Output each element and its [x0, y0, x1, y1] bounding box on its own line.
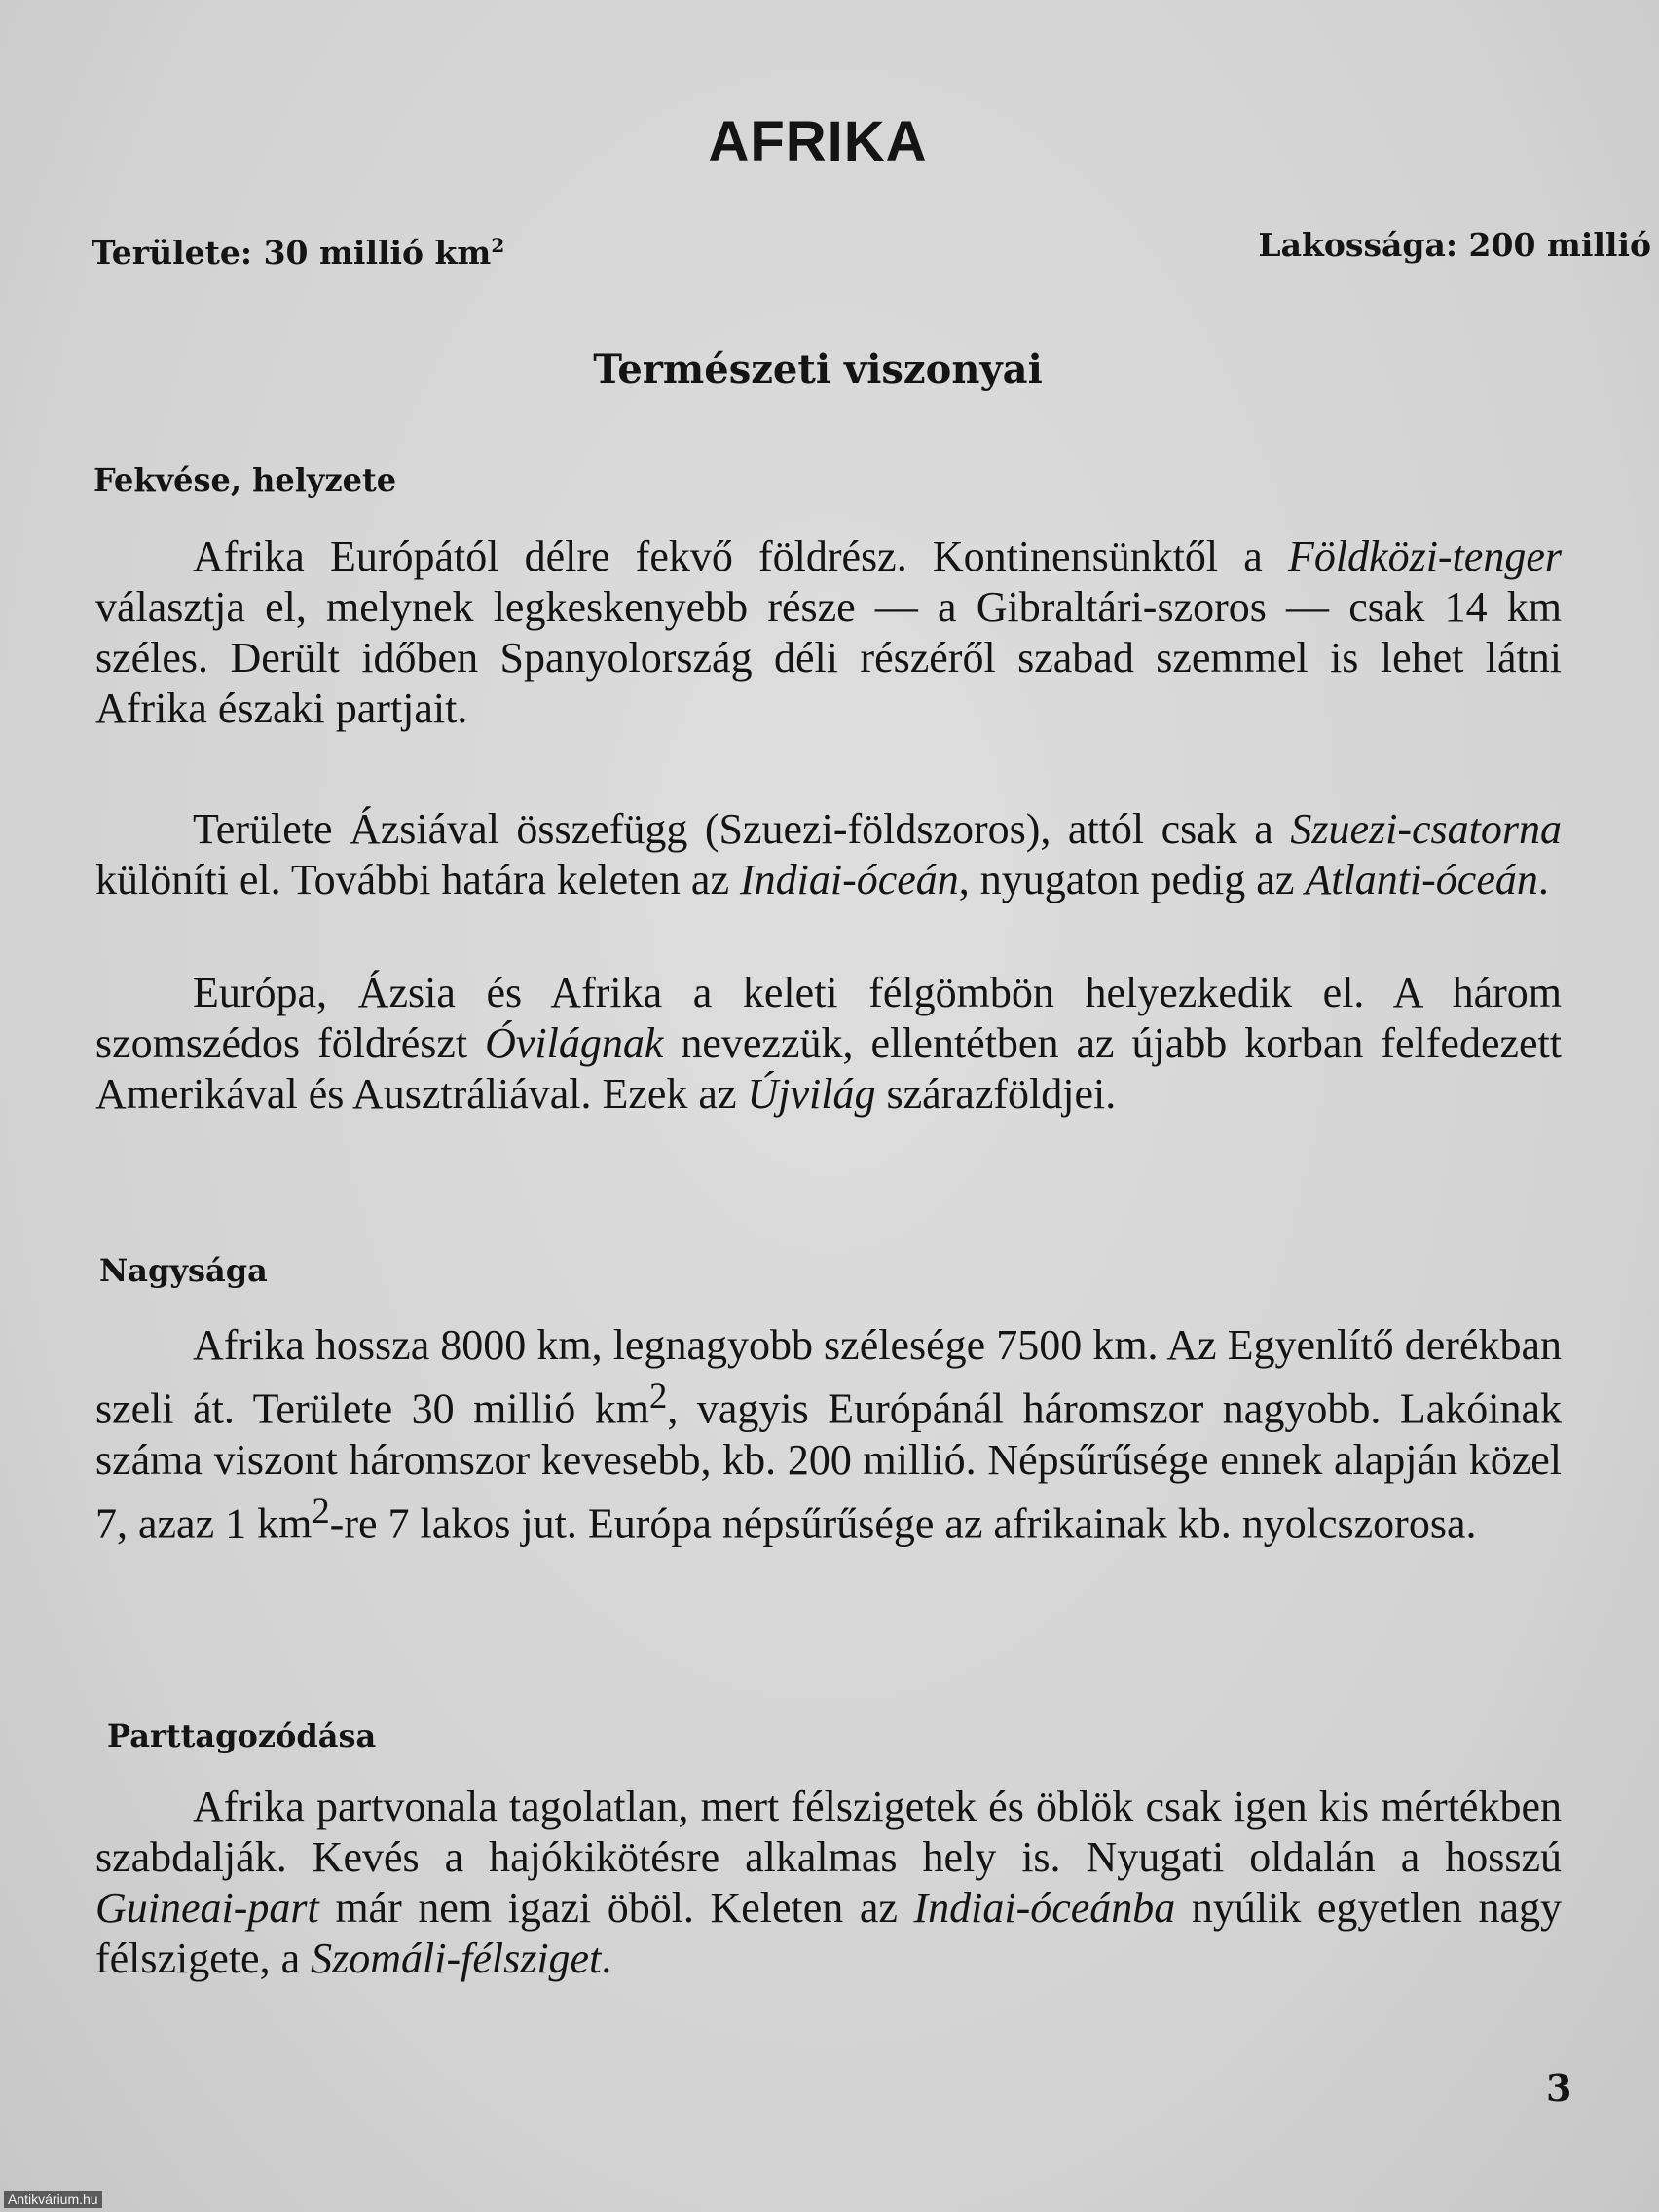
watermark-label: Antikvárium.hu [4, 2191, 102, 2208]
subheading-fekvese: Fekvése, helyzete [93, 461, 397, 498]
paragraph-fekvese-1: Afrika Európától délre fekvő földrész. Kontinensünktől a Földközi-tenger választja el, melynek legkeskenyebb része — a Gibraltári-szoros — csak 14 km széles. Derült időben Spanyolország déli részéről szabad szemmel is lehet látni Afrika északi partjait. [95, 533, 1562, 732]
page-number: 3 [1546, 2066, 1572, 2110]
subheading-nagysaga: Nagysága [99, 1252, 268, 1289]
subheading-parttagozodasa: Parttagozódása [107, 1717, 377, 1754]
paragraph-fekvese-2: Területe Ázsiával összefügg (Szuezi-földszoros), attól csak a Szuezi-csatorna különíti el. További határa keleten az Indiai-óceán, nyugaton pedig az Atlanti-óceán. [95, 805, 1562, 903]
area-label: Területe: 30 millió $km^2$ [92, 234, 505, 272]
paragraph-parttagozodasa-1: Afrika partvonala tagolatlan, mert félszigetek és öblök csak igen kis mértékben szabdalják. Kevés a hajókikötésre alkalmas hely is. Nyugati oldalán a hosszú Guineai-part már nem igazi öböl. Keleten az Indiai-óceánba nyúlik egyetlen nagy félszigete, a Szomáli-félsziget. [95, 1783, 1563, 1982]
page-title: AFRIKA [708, 110, 928, 173]
population-label: Lakossága: 200 millió [1258, 226, 1651, 264]
paragraph-fekvese-3: Európa, Ázsia és Afrika a keleti félgömbön helyezkedik el. A három szomszédos földrészt Óvilágnak nevezzük, ellentétben az újabb korban felfedezett Amerikával és Ausztráliával. Ezek az Újvilág szárazföldjei. [95, 969, 1562, 1118]
paragraph-nagysaga-1: Afrika hossza 8000 km, legnagyobb szélesége 7500 km. Az Egyenlítő derékban szeli át. Területe 30 millió $km^2$, vagyis Európánál háromszor nagyobb. Lakóinak száma viszont háromszor kevesebb, kb. 200 millió. Népsűrűsége ennek alapján közel 7, azaz 1 $km^2-re$ 7 lakos jut. Európa népsűrűsége az afrikainak kb. nyolcszorosa. [95, 1321, 1563, 1548]
section-title: Természeti viszonyai [593, 347, 1043, 392]
